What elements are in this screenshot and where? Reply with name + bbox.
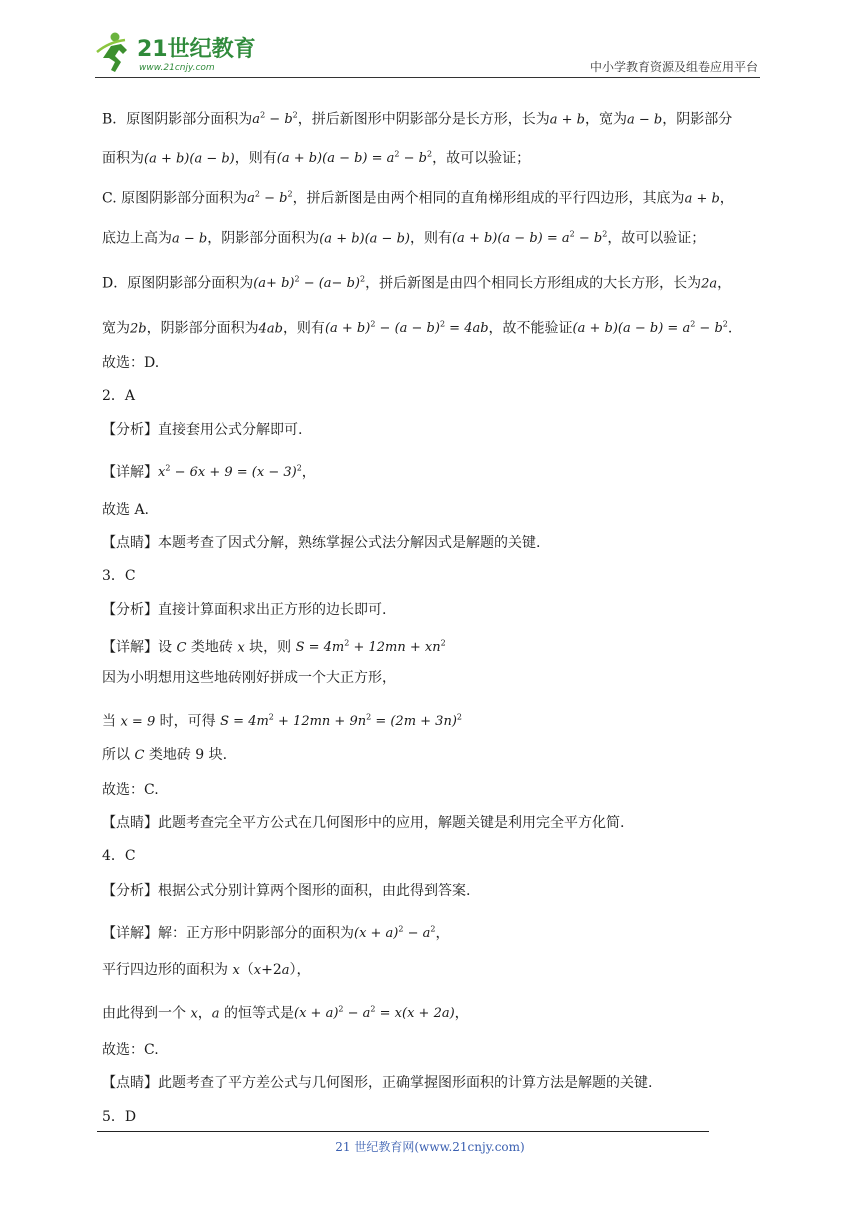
text-line: 底边上高为a − b，阴影部分面积为(a + b)(a − b)，则有$(a + b)(a - b) = a^2 - b^2$，故可以验证；: [102, 230, 706, 247]
text-line: 【分析】直接套用公式分解即可.: [102, 422, 303, 438]
text-line: 【点睛】此题考查完全平方公式在几何图形中的应用，解题关键是利用完全平方化简.: [102, 815, 625, 831]
text-line: 【详解】设 C 类地砖 x 块，则 $S = 4m^2 + 12mn + xn^2$: [102, 639, 446, 656]
footer-source: 21 世纪教育网(www.21cnjy.com): [335, 1140, 525, 1154]
text-line: D．原图阴影部分面积为$(a+ b)^2 - (a- b)^2$，拼后新图是由四个相同长方形组成的大长方形，长为2a，: [102, 275, 732, 292]
text-line: 5．D: [102, 1109, 137, 1125]
text-line: B．原图阴影部分面积为$a^2 - b^2$，拼后新图形中阴影部分是长方形，长为a + b，宽为a − b，阴影部分: [102, 111, 733, 128]
header-divider: [95, 77, 760, 78]
platform-name: 中小学教育资源及组卷应用平台: [589, 60, 758, 74]
text-line: 面积为(a + b)(a − b)，则有$(a + b)(a - b) = a^2 - b^2$，故可以验证；: [102, 150, 531, 167]
text-line: 【分析】根据公式分别计算两个图形的面积，由此得到答案.: [102, 883, 471, 899]
text-line: 3．C: [102, 568, 136, 584]
text-line: 故选 A.: [102, 502, 150, 518]
text-line: 【点睛】本题考查了因式分解，熟练掌握公式法分解因式是解题的关键.: [102, 535, 541, 551]
text-line: 【分析】直接计算面积求出正方形的边长即可.: [102, 602, 387, 618]
text-line: 2．A: [102, 388, 136, 404]
text-line: 4．C: [102, 848, 136, 864]
logo-url: www.21cnjy.com: [139, 63, 215, 73]
text-line: 所以 C 类地砖 9 块.: [102, 747, 228, 763]
text-line: 故选：D.: [102, 355, 160, 371]
text-line: 宽为2b，阴影部分面积为4ab，则有$(a + b)^2 - (a - b)^2 = 4ab$，故不能验证$(a + b)(a - b) = a^2 - b^2$.: [102, 320, 733, 337]
text-line: C. 原图阴影部分面积为$a^2 - b^2$，拼后新图是由两个相同的直角梯形组成的平行四边形，其底为a + b，: [102, 190, 734, 207]
text-line: 因为小明想用这些地砖刚好拼成一个大正方形，: [102, 670, 396, 686]
text-line: 【点睛】此题考查了平方差公式与几何图形，正确掌握图形面积的计算方法是解题的关键.: [102, 1075, 653, 1091]
text-line: 平行四边形的面积为 x（x+2a），: [102, 962, 311, 978]
text-line: 【详解】$x^2 - 6x + 9 = (x - 3)^2$，: [102, 464, 316, 481]
text-line: 故选：C.: [102, 1042, 159, 1058]
logo-text: 21世纪教育: [137, 37, 256, 62]
logo: [95, 28, 265, 76]
text-line: 【详解】解：正方形中阴影部分的面积为$(x + a)^2 - a^2$，: [102, 925, 450, 942]
runner-icon: [97, 33, 127, 73]
page-header: [95, 28, 760, 80]
text-line: 由此得到一个 x，a 的恒等式是$(x + a)^2 - a^2 = x(x + 2a)$，: [102, 1005, 469, 1022]
text-line: 当 x = 9 时，可得 $S = 4m^2 + 12mn + 9n^2 = (2m + 3n)^2$: [102, 713, 462, 730]
footer-divider: [97, 1131, 709, 1132]
text-line: 故选：C.: [102, 782, 159, 798]
